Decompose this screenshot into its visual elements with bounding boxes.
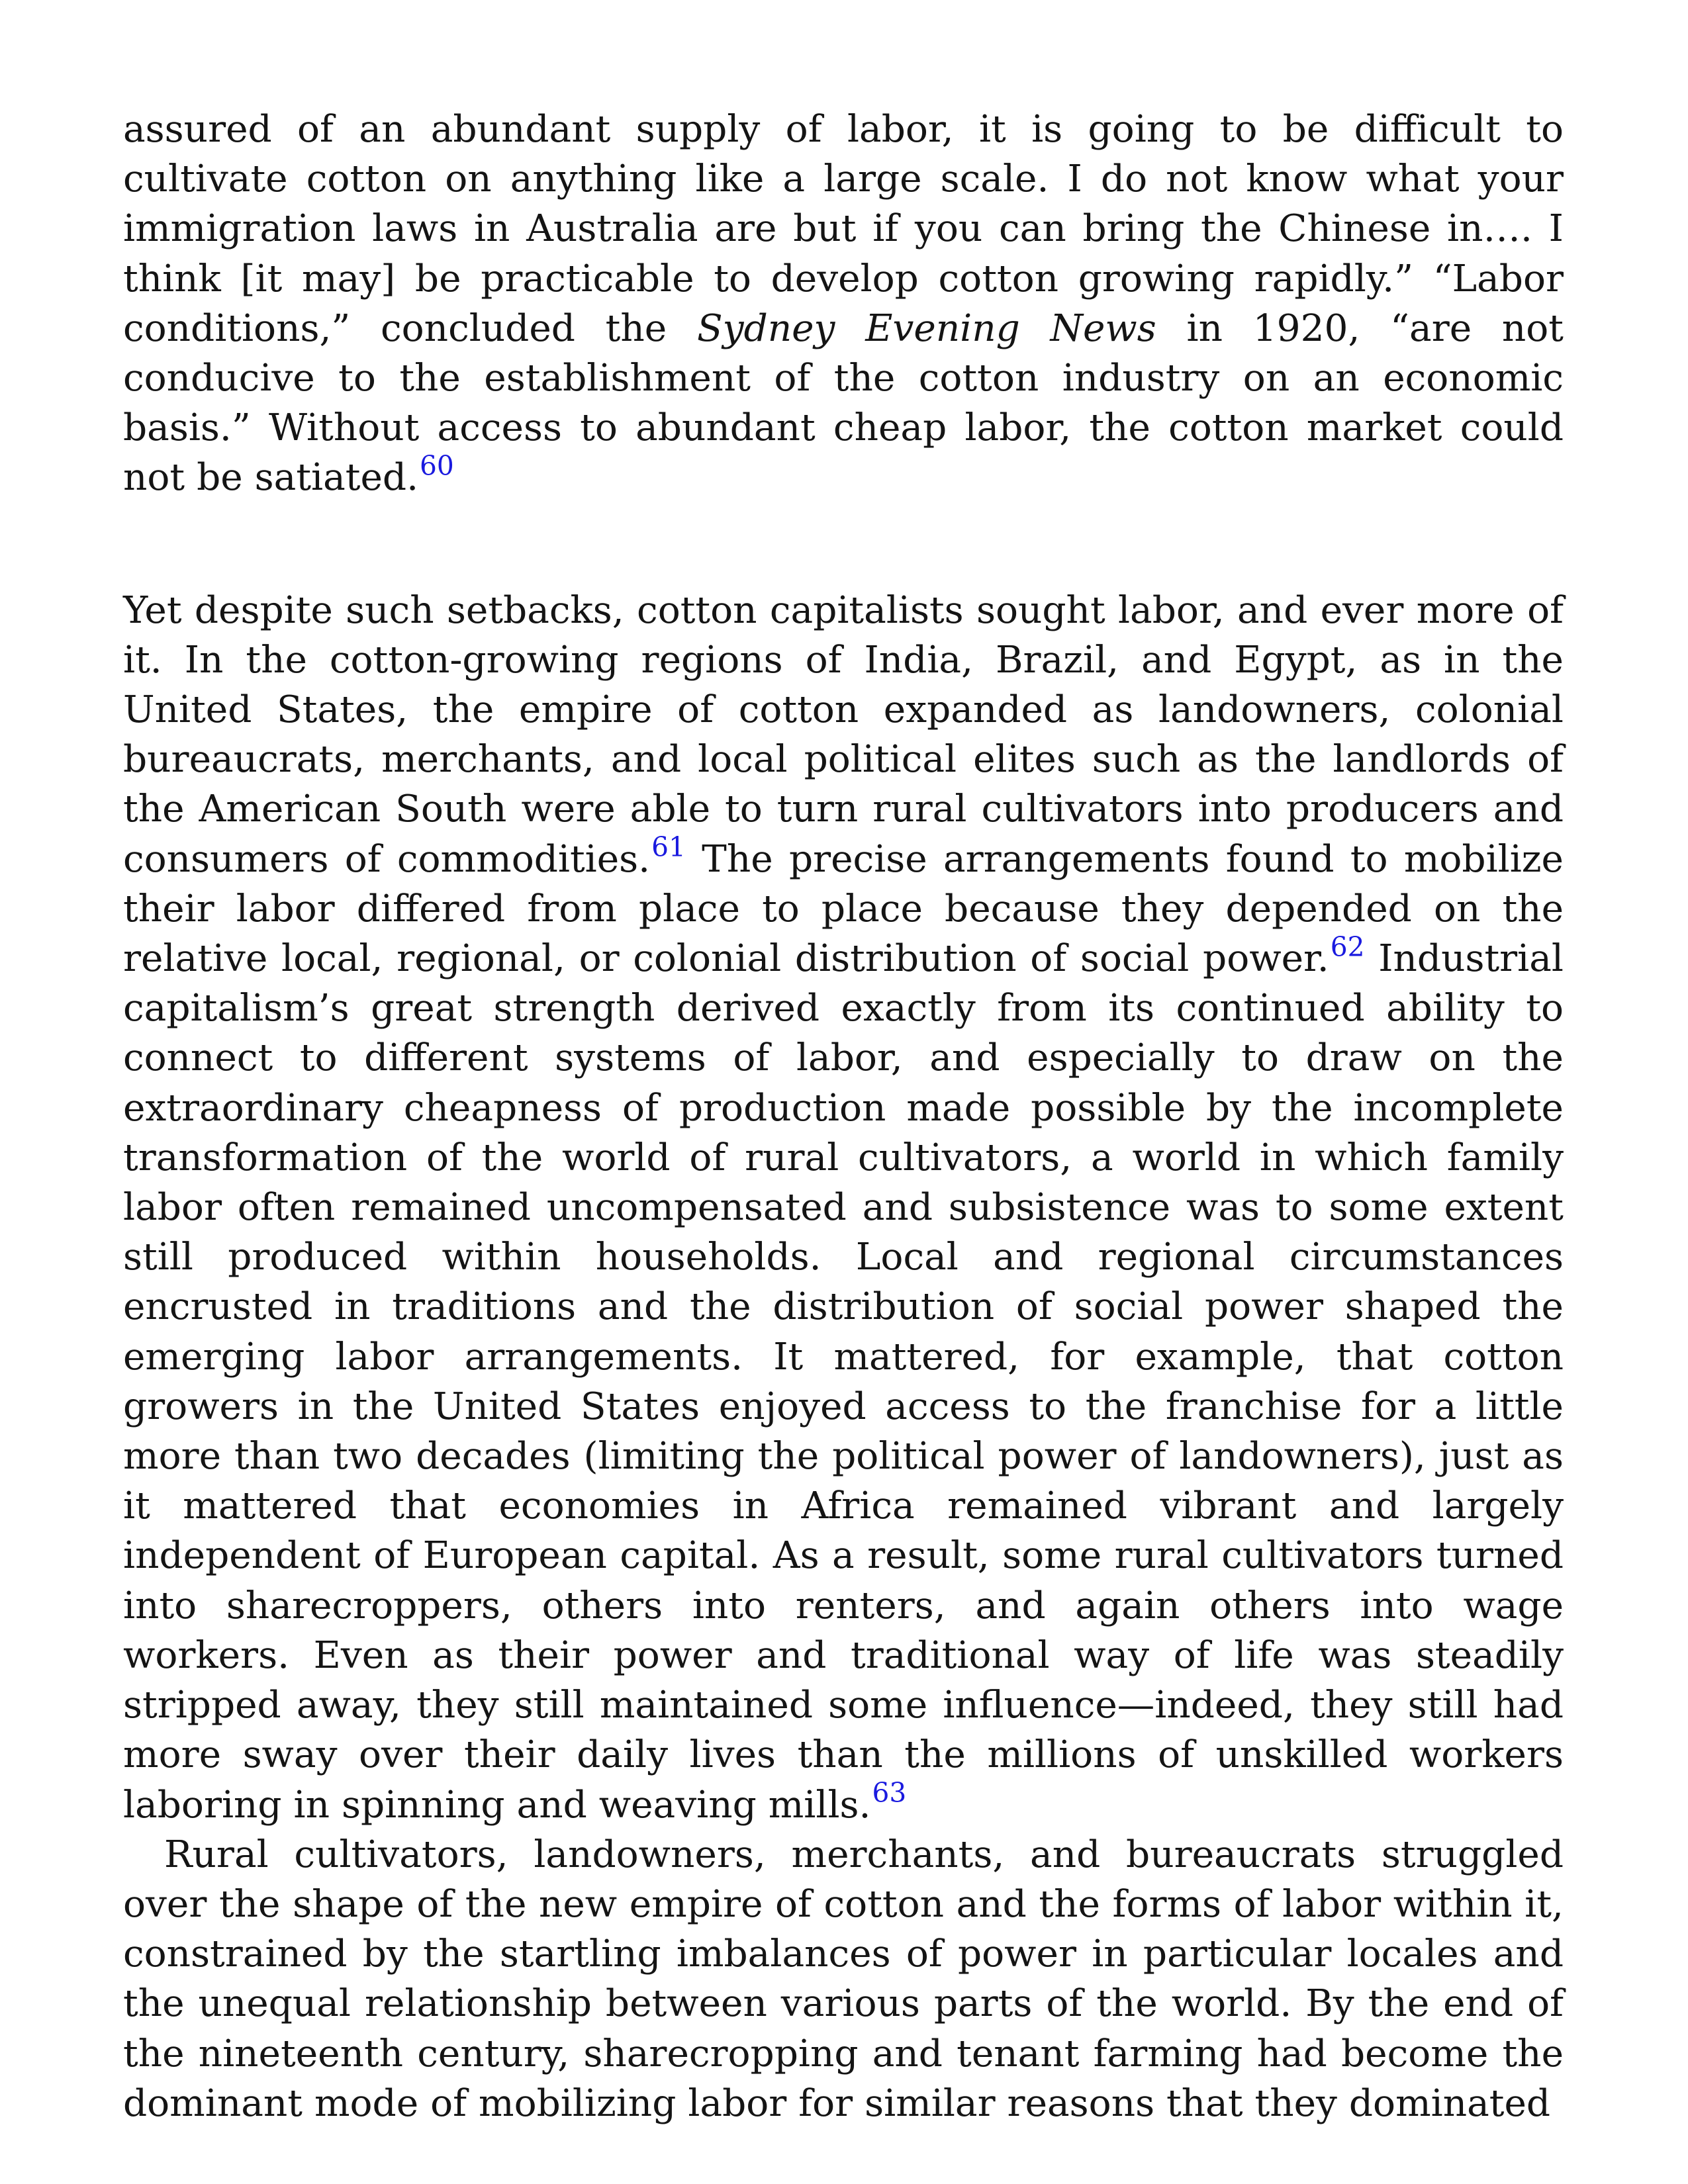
- italic-title: Sydney Evening News: [696, 306, 1156, 350]
- text-segment: assured of an abundant supply of labor, it is going to be difficult to cultivate cotton on anything like a large scale. I do not know what your immigration laws in Australia are but if you can bring the Chinese in…. I think [it may] be practicable to develop cotton growing rapidly.” “Labor conditions,” concluded the: [123, 108, 1564, 350]
- text-segment: Rural cultivators, landowners, merchants, and bureaucrats struggled over the shape of the new empire of cotton and the forms of labor within it, constrained by the startling imbalances of power in particular locales and the unequal relationship between various parts of the world. By the end of the nineteenth century, sharecropping and tenant farming had become the dominant mode of mobilizing labor for similar reasons that they dominated: [123, 1833, 1564, 2125]
- document-page: [123, 105, 1564, 2128]
- footnote-link-61[interactable]: 61: [651, 831, 686, 864]
- footnote-link-63[interactable]: 63: [872, 1777, 907, 1809]
- paragraph-3: [123, 1830, 1564, 2128]
- footnote-link-60[interactable]: 60: [420, 450, 454, 482]
- paragraph-2: [123, 586, 1564, 1830]
- text-segment: The precise arrangements found to mobilize their labor differed from place to place because they depended on the relative local, regional, or colonial distribution of social power.: [123, 837, 1564, 981]
- text-segment: in 1920, “are not conducive to the establishment of the cotton industry on an economic basis.” Without access to abundant cheap labor, the cotton market could not be satiated.: [123, 306, 1564, 500]
- text-segment: Industrial capitalism’s great strength derived exactly from its continued ability to connect to different systems of labor, and especially to draw on the extraordinary cheapness of production made possible by the incomplete transformation of the world of rural cultivators, a world in which family labor often remained uncompensated and subsistence was to some extent still produced within households. Local and regional circumstances encrusted in traditions and the distribution of social power shaped the emerging labor arrangements. It mattered, for example, that cotton growers in the United States enjoyed access to the franchise for a little more than two decades (limiting the political power of landowners), just as it mattered that economies in Africa remained vibrant and largely independent of European capital. As a result, some rural cultivators turned into sharecroppers, others into renters, and again others into wage workers. Even as their power and traditional way of life was steadily stripped away, they still maintained some influence—indeed, they still had more sway over their daily lives than the millions of unskilled workers laboring in spinning and weaving mills.: [123, 937, 1564, 1827]
- text-segment: Yet despite such setbacks, cotton capitalists sought labor, and ever more of it. In the cotton-growing regions of India, Brazil, and Egypt, as in the United States, the empire of cotton expanded as landowners, colonial bureaucrats, merchants, and local political elites such as the landlords of the American South were able to turn rural cultivators into producers and consumers of commodities.: [123, 588, 1564, 881]
- footnote-link-62[interactable]: 62: [1330, 931, 1365, 963]
- paragraph-1: [123, 105, 1564, 503]
